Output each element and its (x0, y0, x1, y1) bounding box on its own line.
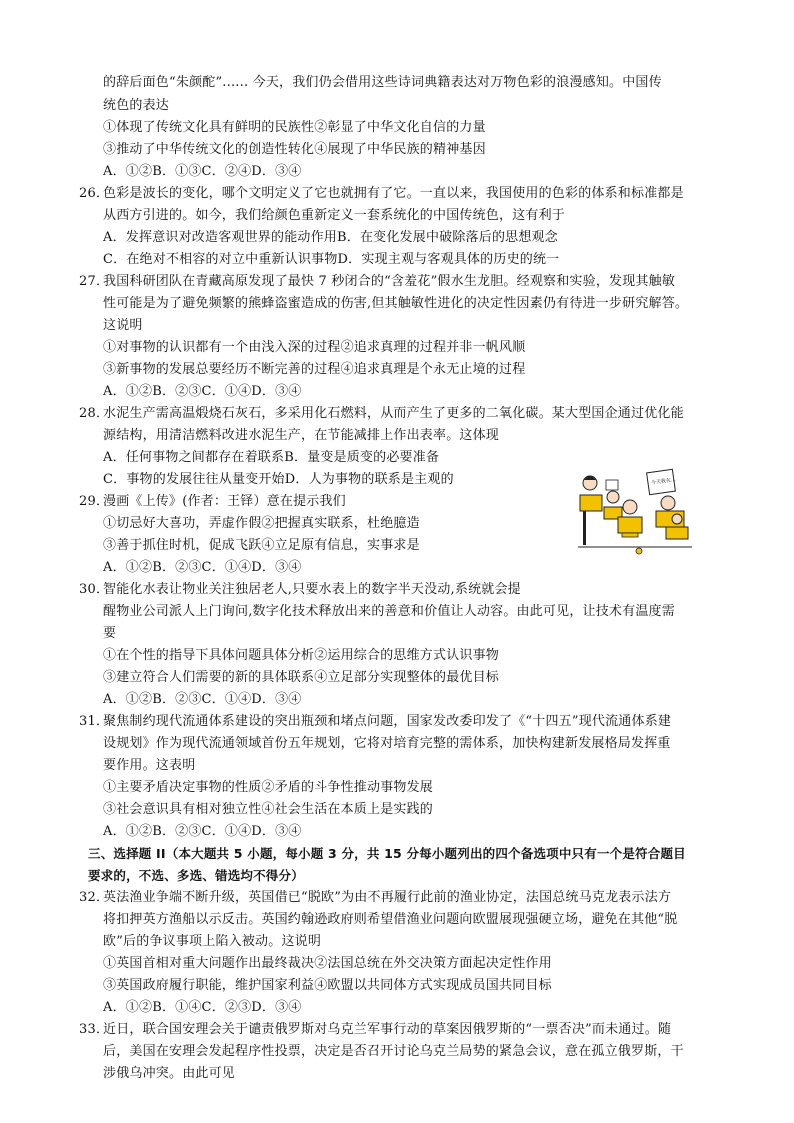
q31-text-line-2: 设规划》作为现代流通领域首份五年规划，它将对培育完整的需体系，加快构建新发展格局发挥重 (103, 736, 671, 751)
q30-statements-1: ①在个性的指导下具体问题具体分析②运用综合的思维方式认识事物 (103, 648, 500, 663)
q26-text-line-2: 从西方引进的。如今，我们给颜色重新定义一套系统化的中国传统色，这有利于 (103, 208, 566, 223)
q26-text-line-1: 26．色彩是波长的变化，哪个文明定义了它也就拥有了它。一直以来，我国使用的色彩的体系和标准都是 (103, 184, 684, 204)
q29-statements-1: ①切忌好大喜功，弄虚作假②把握真实联系，杜绝臆造 (103, 516, 420, 531)
q30-number: 30． (79, 582, 110, 597)
q32-options: A．①②B．①④C．②③D．③④ (103, 1000, 302, 1015)
q32-text-line-1: 32．英法渔业争端不断升级，英国借已“脱欧”为由不再履行此前的渔业协定，法国总统马克龙表示法方 (103, 888, 671, 908)
q33-text-line-2: 后，美国在安理会发起程序性投票，决定是否召开讨论乌克兰局势的紧急会议，意在孤立俄罗斯，干 (103, 1044, 684, 1059)
q27-text-line-2: 性可能是为了避免频繁的熊蜂盗蜜造成的伤害,但其触敏性进化的决定性因素仍有待进一步研究解答。 (103, 296, 689, 311)
cartoon-upload-illustration (578, 467, 692, 557)
q27-text-line-1: 27．我国科研团队在青藏高原发现了最快 7 秒闭合的“含羞花”假水生龙胆。经观察和实验，发现其触敏 (103, 272, 675, 292)
q27-options: A．①②B．②③C．①④D．③④ (103, 384, 302, 399)
q30-text-line-1: 30．智能化水表让物业关注独居老人,只要水表上的数字半天没动,系统就会提 (103, 580, 521, 600)
q27-number: 27． (79, 274, 110, 289)
q33-text-line-1: 33．近日，联合国安理会关于谴责俄罗斯对乌克兰军事行动的草案因俄罗斯的“一票否决”而未通过。随 (103, 1020, 671, 1040)
q25-text-line-2: 统色的表达 (103, 98, 170, 113)
q31-statements-2: ③社会意识具有相对独立性④社会生活在本质上是实践的 (103, 802, 434, 817)
q27-statements-2: ③新事物的发展总要经历不断完善的过程④追求真理是个永无止境的过程 (103, 362, 526, 377)
q30-text-line-3: 要 (103, 626, 117, 641)
q32-number: 32． (79, 890, 110, 905)
q31-text-line-3: 要作用。这表明 (103, 758, 196, 773)
q32-text-line-3: 欧”后的争议事项上陷入被动。这说明 (103, 934, 322, 949)
q25-statements-1: ①体现了传统文化具有鲜明的民族性②彰显了中华文化自信的力量 (103, 120, 486, 135)
section-3-heading-line-1: 三、选择题 II（本大题共 5 小题，每小题 3 分，共 15 分每小题列出的四个备选项中只有一个是符合题目 (88, 846, 686, 861)
q31-options: A．①②B．②③C．①④D．③④ (103, 824, 302, 839)
q26-options-2: C．在绝对不相容的对立中重新认识事物D．实现主观与客观具体的历史的统一 (103, 252, 560, 267)
q29-options: A．①②B．②③C．①④D．③④ (103, 560, 302, 575)
q29-text-line-1: 29．漫画《上传》(作者：王铎）意在提示我们 (103, 492, 346, 512)
q25-text-line-1: 的辞后面色“朱颜酡”...... 今天，我们仍会借用这些诗词典籍表达对万物色彩的浪漫感知。中国传 (103, 75, 662, 90)
q33-text-line-3: 涉俄乌冲突。由此可见 (103, 1066, 236, 1081)
q27-statements-1: ①对事物的认识都有一个由浅入深的过程②追求真理的过程并非一帆风顺 (103, 340, 526, 355)
cartoon-sign-text: 今天我在… (650, 476, 677, 487)
q26-options-1: A．发挥意识对改造客观世界的能动作用B．在变化发展中破除落后的思想观念 (103, 230, 558, 245)
q33-number: 33． (79, 1022, 110, 1037)
q28-text-line-1: 28．水泥生产需高温煅烧石灰石，多采用化石燃料，从而产生了更多的二氧化碳。某大型国企通过优化能 (103, 404, 684, 424)
q30-statements-2: ③建立符合人们需要的新的具体联系④立足部分实现整体的最优目标 (103, 670, 500, 685)
q30-options: A．①②B．②③C．①④D．③④ (103, 692, 302, 707)
q26-number: 26． (79, 186, 110, 201)
q29-statements-2: ③善于抓住时机，促成飞跃④立足原有信息，实事求是 (103, 538, 420, 553)
q28-number: 28． (79, 406, 110, 421)
q30-text-line-2: 醒物业公司派人上门询问,数字化技术释放出来的善意和价值让人动容。由此可见，让技术有温度需 (103, 604, 675, 619)
q25-statements-2: ③推动了中华传统文化的创造性转化④展现了中华民族的精神基因 (103, 142, 486, 157)
q31-number: 31． (79, 714, 110, 729)
q25-options: A．①②B．①③C．②④D．③④ (103, 164, 302, 179)
q28-text-line-2: 源结构，用清洁燃料改进水泥生产，在节能减排上作出表率。这体现 (103, 428, 500, 443)
q32-statements-2: ③英国政府履行职能，维护国家利益④欧盟以共同体方式实现成员国共同目标 (103, 978, 552, 993)
q27-text-line-3: 这说明 (103, 318, 143, 333)
section-3-heading-line-2: 要求的，不选、多选、错选均不得分） (88, 868, 304, 883)
q32-statements-1: ①英国首相对重大问题作出最终裁决②法国总统在外交决策方面起决定性作用 (103, 956, 552, 971)
q28-options-2: C．事物的发展往往从量变开始D．人为事物的联系是主观的 (103, 472, 454, 487)
q29-number: 29． (79, 494, 110, 509)
q31-text-line-1: 31．聚焦制约现代流通体系建设的突出瓶颈和堵点问题，国家发改委印发了《“十四五”现代流通体系建 (103, 712, 671, 732)
q28-options-1: A．任何事物之间都存在着联系B．量变是质变的必要准备 (103, 450, 440, 465)
q31-statements-1: ①主要矛盾决定事物的性质②矛盾的斗争性推动事物发展 (103, 780, 434, 795)
q32-text-line-2: 将扣押英方渔船以示反击。英国约翰逊政府则希望借渔业问题向欧盟展现强硬立场，避免在其他“脱 (103, 912, 678, 927)
